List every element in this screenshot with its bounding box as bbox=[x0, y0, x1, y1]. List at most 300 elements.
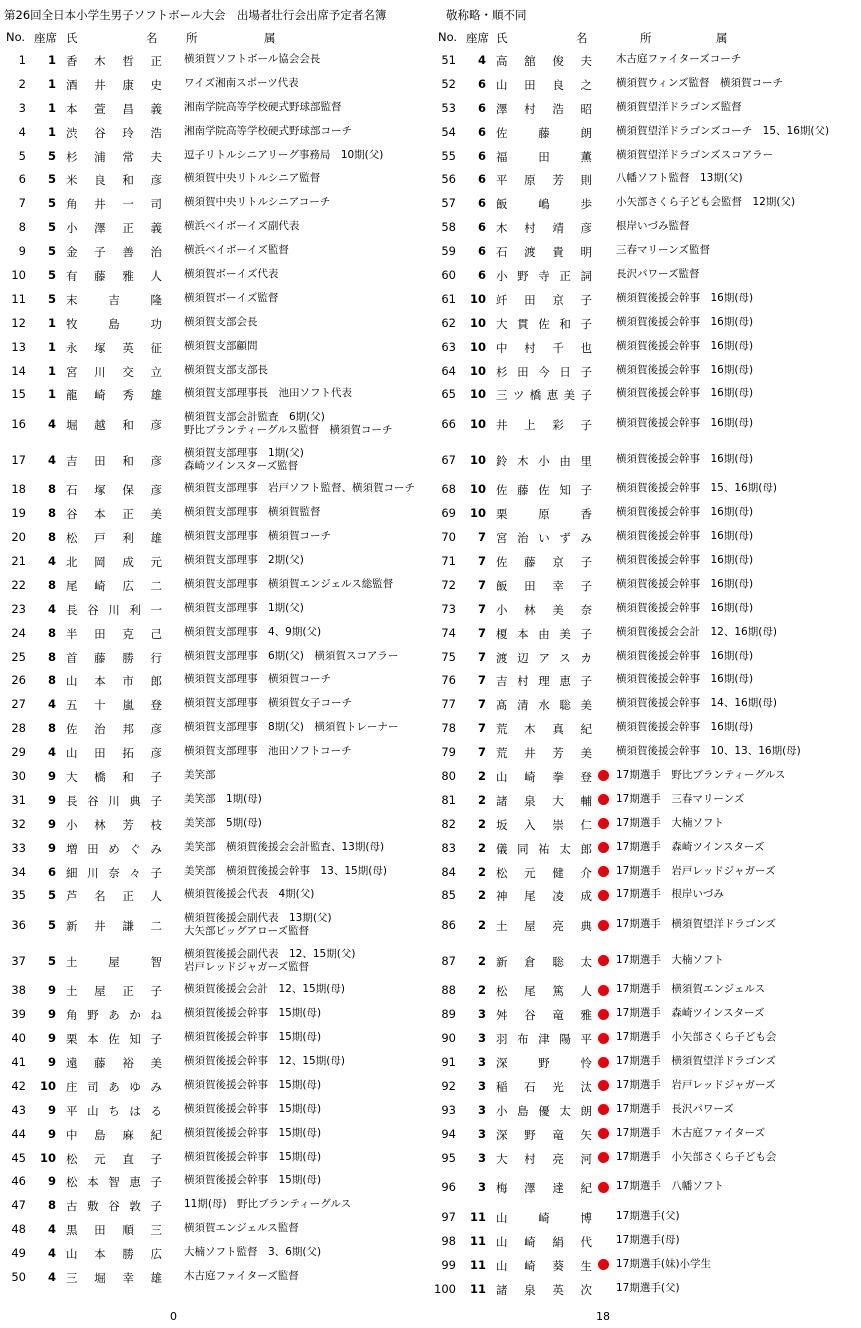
person-name: 栗本佐知子 bbox=[66, 1032, 162, 1047]
seat-number: 7 bbox=[477, 601, 486, 616]
affiliation: 横須賀後援会幹事 15期(母) bbox=[184, 1174, 322, 1187]
seat-number: 2 bbox=[477, 888, 486, 903]
affiliation: 横須賀望洋ドラゴンズ監督 bbox=[616, 100, 742, 113]
seat-number: 6 bbox=[477, 172, 486, 187]
red-dot-icon bbox=[598, 1182, 609, 1193]
row-number: 13 bbox=[11, 339, 26, 354]
row-number: 47 bbox=[11, 1198, 26, 1213]
seat-number: 10 bbox=[469, 363, 486, 378]
affiliation: 横須賀支部顧問 bbox=[184, 339, 258, 352]
seat-number: 5 bbox=[47, 220, 56, 235]
row-number: 43 bbox=[11, 1102, 26, 1117]
row-number: 79 bbox=[441, 745, 456, 760]
row-number: 75 bbox=[441, 649, 456, 664]
affiliation: 横須賀支部理事長 池田ソフト代表 bbox=[184, 387, 352, 400]
person-name: 平山ちはる bbox=[66, 1103, 162, 1118]
person-name: 髙清水聡美 bbox=[496, 698, 592, 713]
seat-number: 8 bbox=[47, 649, 56, 664]
affiliation: 17期選手 大楠ソフト bbox=[616, 816, 724, 829]
seat-number: 3 bbox=[477, 1150, 486, 1165]
row-number: 18 bbox=[11, 482, 26, 497]
seat-number: 10 bbox=[469, 506, 486, 521]
affiliation: 17期選手 岩戸レッドジャガーズ bbox=[616, 864, 776, 877]
affiliation: 横須賀エンジェルス監督 bbox=[184, 1222, 299, 1235]
seat-number: 10 bbox=[469, 417, 486, 432]
header-name-surname: 氏 bbox=[496, 31, 508, 45]
affiliation: 横須賀後援会幹事 16期(母) bbox=[616, 721, 754, 734]
person-name: 石渡貴明 bbox=[496, 245, 592, 260]
roster-column-right bbox=[430, 26, 860, 1301]
table-row bbox=[0, 978, 430, 1002]
table-row bbox=[0, 144, 430, 168]
seat-number: 2 bbox=[477, 840, 486, 855]
row-number: 72 bbox=[441, 577, 456, 592]
affiliation: 横須賀後援会幹事 15期(母) bbox=[184, 1102, 322, 1115]
affiliation: 横須賀ソフトボール協会会長 bbox=[184, 52, 321, 65]
row-number: 39 bbox=[11, 1007, 26, 1022]
table-row bbox=[0, 406, 430, 442]
affiliation: 横須賀支部理事 6期(父) 横須賀スコアラー bbox=[184, 649, 399, 662]
row-number: 88 bbox=[441, 983, 456, 998]
table-row bbox=[430, 764, 860, 788]
row-number: 41 bbox=[11, 1055, 26, 1069]
seat-number: 5 bbox=[47, 148, 56, 163]
affiliation: 11期(母) 野比ブランティーグルス bbox=[184, 1198, 352, 1211]
person-name: 遠藤裕美 bbox=[66, 1056, 162, 1070]
affiliation: 横須賀後援会幹事 16期(母) bbox=[616, 577, 754, 590]
affiliation: 美笑部 横須賀後援会会計監査、13期(母) bbox=[184, 840, 385, 853]
row-number: 63 bbox=[441, 339, 456, 354]
row-number: 76 bbox=[441, 673, 456, 688]
table-row bbox=[430, 836, 860, 860]
header-no: No. bbox=[438, 30, 458, 44]
seat-number: 10 bbox=[469, 291, 486, 306]
seat-number: 4 bbox=[47, 745, 56, 760]
affiliation: 横須賀後援会幹事 16期(母) bbox=[616, 506, 754, 519]
table-row bbox=[0, 573, 430, 597]
red-dot-icon bbox=[598, 985, 609, 996]
seat-number: 5 bbox=[47, 291, 56, 306]
seat-number: 4 bbox=[47, 417, 56, 432]
person-name: 坂入崇仁 bbox=[496, 817, 592, 832]
table-row bbox=[430, 740, 860, 764]
row-number: 67 bbox=[441, 452, 456, 467]
table-row bbox=[430, 621, 860, 645]
seat-number: 5 bbox=[47, 172, 56, 187]
person-name: 米良和彦 bbox=[66, 173, 162, 188]
affiliation: 17期選手 森崎ツインスターズ bbox=[616, 1007, 765, 1020]
row-number: 31 bbox=[11, 792, 26, 807]
row-number: 28 bbox=[11, 721, 26, 736]
affiliation: 横須賀後援会幹事 16期(母) bbox=[616, 387, 754, 400]
table-row bbox=[430, 1170, 860, 1206]
table-row bbox=[430, 442, 860, 478]
document-title: 第26回全日本小学生男子ソフトボール大会 出場者壮行会出席予定者名簿 bbox=[4, 8, 387, 22]
seat-number: 9 bbox=[47, 816, 56, 831]
person-name: 大貫佐和子 bbox=[496, 316, 592, 331]
person-name: 小島優太朗 bbox=[496, 1103, 592, 1118]
affiliation: 横須賀後援会会計 12、16期(母) bbox=[616, 625, 777, 638]
person-name: 小林芳枝 bbox=[66, 817, 162, 832]
affiliation: 17期選手 横須賀望洋ドラゴンズ bbox=[616, 1055, 777, 1067]
seat-number: 10 bbox=[39, 1078, 56, 1093]
red-dot-icon bbox=[598, 866, 609, 877]
affiliation: 横須賀支部理事 1期(父) bbox=[184, 601, 304, 614]
affiliation: 横須賀支部会計監査 6期(父) 野比ブランティーグルス監督 横須賀コーチ bbox=[184, 411, 393, 437]
table-row bbox=[430, 382, 860, 406]
affiliation: 横須賀支部理事 横須賀コーチ bbox=[184, 530, 331, 543]
table-row bbox=[0, 442, 430, 478]
person-name: 小林美奈 bbox=[496, 602, 592, 617]
table-row bbox=[0, 884, 430, 908]
document-note: 敬称略・順不同 bbox=[446, 8, 527, 22]
table-row bbox=[430, 692, 860, 716]
affiliation: 横須賀ボーイズ代表 bbox=[184, 267, 279, 280]
person-name: 堀越和彦 bbox=[66, 418, 162, 433]
seat-number: 11 bbox=[469, 1209, 486, 1224]
seat-number: 3 bbox=[477, 1180, 486, 1195]
seat-number: 2 bbox=[477, 816, 486, 831]
table-row bbox=[430, 1002, 860, 1026]
person-name: 大村亮河 bbox=[496, 1151, 592, 1166]
affiliation: 横須賀後援会幹事 16期(母) bbox=[616, 553, 754, 566]
affiliation: 横須賀支部理事 8期(父) 横須賀トレーナー bbox=[184, 721, 399, 734]
table-row bbox=[0, 907, 430, 943]
row-number: 90 bbox=[441, 1031, 456, 1046]
row-number: 100 bbox=[434, 1281, 456, 1296]
person-name: 松元直子 bbox=[66, 1151, 162, 1166]
person-name: 五十嵐登 bbox=[66, 698, 162, 713]
table-row bbox=[0, 167, 430, 191]
person-name: 舛谷竜雅 bbox=[496, 1008, 592, 1023]
affiliation: 横須賀後援会幹事 16期(母) bbox=[616, 339, 754, 352]
table-row bbox=[0, 382, 430, 406]
person-name: 長谷川利一 bbox=[66, 602, 162, 617]
table-row bbox=[0, 645, 430, 669]
seat-number: 6 bbox=[477, 148, 486, 163]
person-name: 山崎拳登 bbox=[496, 769, 592, 784]
person-name: 深野怜 bbox=[496, 1056, 592, 1070]
affiliation: 横須賀後援会幹事 16期(母) bbox=[616, 291, 754, 304]
red-dot-icon bbox=[598, 1080, 609, 1091]
header-seat: 座席 bbox=[466, 31, 489, 45]
person-name: 土屋智 bbox=[66, 954, 162, 969]
table-row bbox=[430, 96, 860, 120]
column-header bbox=[430, 26, 860, 48]
table-row bbox=[430, 907, 860, 943]
row-number: 34 bbox=[11, 864, 26, 879]
person-name: 佐藤朗 bbox=[496, 125, 592, 140]
table-row bbox=[0, 1026, 430, 1050]
affiliation: 17期選手 根岸いづみ bbox=[616, 888, 724, 901]
affiliation: 横須賀支部理事 横須賀女子コーチ bbox=[184, 697, 352, 710]
affiliation: 小矢部さくら子ども会監督 12期(父) bbox=[616, 196, 796, 209]
row-number: 2 bbox=[18, 76, 26, 91]
person-name: 小澤正義 bbox=[66, 221, 162, 236]
red-dot-icon bbox=[598, 770, 609, 781]
person-name: 本萱昌義 bbox=[66, 101, 162, 116]
affiliation: 横須賀支部支部長 bbox=[184, 363, 268, 376]
row-number: 85 bbox=[441, 888, 456, 903]
table-row bbox=[0, 1146, 430, 1170]
seat-number: 1 bbox=[47, 363, 56, 378]
affiliation: 横須賀後援会副代表 13期(父) 大矢部ビッグアローズ監督 bbox=[184, 912, 332, 938]
person-name: 澤村浩昭 bbox=[496, 101, 592, 116]
affiliation: 17期選手(父) bbox=[616, 1209, 680, 1222]
row-number: 48 bbox=[11, 1222, 26, 1237]
seat-number: 9 bbox=[47, 792, 56, 807]
row-number: 99 bbox=[441, 1257, 456, 1272]
row-number: 1 bbox=[18, 52, 26, 67]
footer-left: 0 bbox=[170, 1310, 177, 1323]
row-number: 22 bbox=[11, 577, 26, 592]
affiliation: 横須賀支部理事 岩戸ソフト監督、横須賀コーチ bbox=[184, 482, 415, 495]
red-dot-icon bbox=[598, 1128, 609, 1139]
person-name: 杉田今日子 bbox=[496, 364, 592, 379]
row-number: 77 bbox=[441, 697, 456, 712]
person-name: 竏田京子 bbox=[496, 292, 592, 307]
footer-right: 18 bbox=[596, 1310, 610, 1323]
table-row bbox=[430, 1229, 860, 1253]
affiliation: 横須賀後援会幹事 15期(母) bbox=[184, 1031, 322, 1044]
table-row bbox=[430, 860, 860, 884]
affiliation: 17期選手 八幡ソフト bbox=[616, 1180, 724, 1193]
seat-number: 5 bbox=[47, 888, 56, 903]
red-dot-icon bbox=[598, 1259, 609, 1270]
seat-number: 9 bbox=[47, 768, 56, 783]
seat-number: 3 bbox=[477, 1102, 486, 1117]
person-name: 諸泉英次 bbox=[496, 1282, 592, 1297]
seat-number: 9 bbox=[47, 1055, 56, 1069]
affiliation: 湘南学院高等学校硬式野球部監督 bbox=[184, 100, 342, 113]
person-name: 宮治いずみ bbox=[496, 531, 592, 546]
affiliation: 17期選手(妹)小学生 bbox=[616, 1257, 712, 1270]
row-number: 33 bbox=[11, 840, 26, 855]
affiliation: 横須賀後援会幹事 16期(母) bbox=[616, 417, 754, 430]
seat-number: 10 bbox=[469, 452, 486, 467]
person-name: 新井謙二 bbox=[66, 919, 162, 934]
row-number: 61 bbox=[441, 291, 456, 306]
red-dot-icon bbox=[598, 955, 609, 966]
table-row bbox=[430, 1074, 860, 1098]
table-row bbox=[0, 597, 430, 621]
person-name: 松尾篤人 bbox=[496, 984, 592, 999]
person-name: 福田薫 bbox=[496, 149, 592, 164]
affiliation: 横須賀支部理事 横須賀コーチ bbox=[184, 673, 331, 686]
affiliation: 湘南学院高等学校硬式野球部コーチ bbox=[184, 124, 352, 137]
table-row bbox=[430, 48, 860, 72]
seat-number: 7 bbox=[477, 697, 486, 712]
table-row bbox=[0, 96, 430, 120]
seat-number: 1 bbox=[47, 124, 56, 139]
person-name: 長谷川典子 bbox=[66, 793, 162, 808]
person-name: 山本勝広 bbox=[66, 1247, 162, 1262]
row-number: 83 bbox=[441, 840, 456, 855]
seat-number: 6 bbox=[477, 244, 486, 259]
person-name: 佐藤佐知子 bbox=[496, 483, 592, 498]
person-name: 香木哲正 bbox=[66, 53, 162, 68]
seat-number: 5 bbox=[47, 953, 56, 968]
affiliation: 木古庭ファイターズコーチ bbox=[616, 52, 742, 65]
affiliation: 横須賀後援会副代表 12、15期(父) 岩戸レッドジャガーズ監督 bbox=[184, 947, 356, 973]
red-dot-icon bbox=[598, 1009, 609, 1020]
row-number: 64 bbox=[441, 363, 456, 378]
table-row bbox=[430, 1026, 860, 1050]
header-affiliation-b: 属 bbox=[716, 31, 728, 45]
row-number: 42 bbox=[11, 1078, 26, 1093]
person-name: 谷本正美 bbox=[66, 507, 162, 522]
table-row bbox=[430, 1098, 860, 1122]
table-row bbox=[430, 120, 860, 144]
row-number: 12 bbox=[11, 315, 26, 330]
affiliation: 横須賀望洋ドラゴンズコーチ 15、16期(父) bbox=[616, 124, 830, 137]
person-name: 梅澤達紀 bbox=[496, 1181, 592, 1196]
affiliation: 横須賀支部理事 1期(父) 森崎ツインスターズ監督 bbox=[184, 446, 304, 472]
person-name: 北岡成元 bbox=[66, 554, 162, 569]
person-name: 角井一司 bbox=[66, 197, 162, 212]
row-number: 65 bbox=[441, 387, 456, 402]
person-name: 山田拓彦 bbox=[66, 746, 162, 761]
person-name: 酒井康史 bbox=[66, 77, 162, 92]
table-row bbox=[0, 1050, 430, 1074]
row-number: 98 bbox=[441, 1233, 456, 1248]
seat-number: 6 bbox=[477, 196, 486, 211]
affiliation: 横須賀支部理事 横須賀エンジェルス総監督 bbox=[184, 577, 394, 590]
red-dot-icon bbox=[598, 920, 609, 931]
row-number: 70 bbox=[441, 530, 456, 545]
seat-number: 5 bbox=[47, 244, 56, 259]
seat-number: 4 bbox=[47, 697, 56, 712]
red-dot-icon bbox=[598, 818, 609, 829]
table-row bbox=[0, 764, 430, 788]
seat-number: 4 bbox=[47, 1222, 56, 1237]
row-number: 20 bbox=[11, 530, 26, 545]
seat-number: 1 bbox=[47, 76, 56, 91]
affiliation: 横須賀後援会幹事 16期(母) bbox=[616, 649, 754, 662]
row-number: 23 bbox=[11, 601, 26, 616]
person-name: 三ツ橋恵美子 bbox=[496, 388, 592, 403]
table-row bbox=[430, 287, 860, 311]
red-dot-icon bbox=[598, 1104, 609, 1115]
seat-number: 7 bbox=[477, 577, 486, 592]
table-row bbox=[430, 812, 860, 836]
table-row bbox=[430, 239, 860, 263]
row-number: 82 bbox=[441, 816, 456, 831]
header-affiliation-a: 所 bbox=[186, 31, 198, 45]
row-number: 19 bbox=[11, 506, 26, 521]
header-seat: 座席 bbox=[34, 31, 57, 45]
table-row bbox=[0, 525, 430, 549]
affiliation: 17期選手 小矢部さくら子ども会 bbox=[616, 1150, 777, 1163]
row-number: 14 bbox=[11, 363, 26, 378]
seat-number: 10 bbox=[469, 387, 486, 402]
row-number: 4 bbox=[18, 124, 26, 139]
seat-number: 11 bbox=[469, 1281, 486, 1296]
table-row bbox=[430, 1277, 860, 1301]
row-number: 7 bbox=[18, 196, 26, 211]
header-no: No. bbox=[6, 30, 26, 44]
seat-number: 3 bbox=[477, 1031, 486, 1046]
seat-number: 1 bbox=[47, 315, 56, 330]
affiliation: 根岸いづみ監督 bbox=[616, 220, 690, 233]
affiliation: 横須賀後援会幹事 10、13、16期(母) bbox=[616, 745, 801, 758]
person-name: 荒木真紀 bbox=[496, 722, 592, 737]
table-row bbox=[0, 191, 430, 215]
person-name: 稲石光汰 bbox=[496, 1079, 592, 1094]
person-name: 中島麻紀 bbox=[66, 1127, 162, 1142]
row-number: 17 bbox=[11, 452, 26, 467]
affiliation: 横須賀後援会幹事 16期(母) bbox=[616, 601, 754, 614]
person-name: 松戸利雄 bbox=[66, 531, 162, 546]
affiliation: 横須賀ボーイズ監督 bbox=[184, 291, 279, 304]
row-number: 94 bbox=[441, 1126, 456, 1141]
seat-number: 4 bbox=[47, 1270, 56, 1285]
seat-number: 5 bbox=[47, 267, 56, 282]
affiliation: 横須賀後援会幹事 15期(母) bbox=[184, 1078, 322, 1091]
red-dot-icon bbox=[598, 890, 609, 901]
seat-number: 1 bbox=[47, 387, 56, 402]
affiliation: 横須賀後援会幹事 16期(母) bbox=[616, 673, 754, 686]
row-number: 95 bbox=[441, 1150, 456, 1165]
person-name: 末吉隆 bbox=[66, 292, 162, 307]
table-row bbox=[0, 860, 430, 884]
affiliation: 美笑部 横須賀後援会幹事 13、15期(母) bbox=[184, 864, 387, 877]
seat-number: 1 bbox=[47, 52, 56, 67]
seat-number: 8 bbox=[47, 482, 56, 497]
person-name: 松本智恵子 bbox=[66, 1175, 162, 1190]
seat-number: 2 bbox=[477, 792, 486, 807]
table-row bbox=[0, 501, 430, 525]
affiliation: 横須賀ウィンズ監督 横須賀コーチ bbox=[616, 76, 784, 89]
person-name: 松元健介 bbox=[496, 865, 592, 880]
table-row bbox=[430, 1122, 860, 1146]
table-row bbox=[0, 1098, 430, 1122]
table-row bbox=[430, 501, 860, 525]
affiliation: 三春マリーンズ監督 bbox=[616, 244, 710, 257]
affiliation: 横須賀中央リトルシニア監督 bbox=[184, 172, 321, 185]
affiliation: 横須賀後援会幹事 15、16期(母) bbox=[616, 482, 777, 495]
table-row bbox=[430, 72, 860, 96]
row-number: 9 bbox=[18, 244, 26, 259]
table-row bbox=[430, 1253, 860, 1277]
seat-number: 2 bbox=[477, 768, 486, 783]
table-row bbox=[430, 144, 860, 168]
person-name: 儀同祐太郎 bbox=[496, 841, 592, 856]
affiliation: 17期選手 横須賀望洋ドラゴンズ bbox=[616, 918, 777, 931]
row-number: 68 bbox=[441, 482, 456, 497]
row-number: 49 bbox=[11, 1246, 26, 1261]
table-row bbox=[430, 406, 860, 442]
seat-number: 1 bbox=[47, 339, 56, 354]
seat-number: 6 bbox=[477, 220, 486, 235]
table-row bbox=[0, 836, 430, 860]
affiliation: 八幡ソフト監督 13期(父) bbox=[616, 172, 743, 185]
affiliation: 横須賀後援会幹事 16期(母) bbox=[616, 363, 754, 376]
seat-number: 7 bbox=[477, 673, 486, 688]
table-row bbox=[0, 239, 430, 263]
person-name: 土屋正子 bbox=[66, 984, 162, 999]
table-row bbox=[430, 1050, 860, 1074]
affiliation: 17期選手(母) bbox=[616, 1233, 680, 1246]
column-header bbox=[0, 26, 430, 48]
table-row bbox=[430, 167, 860, 191]
table-row bbox=[430, 645, 860, 669]
person-name: 古敷谷敦子 bbox=[66, 1199, 162, 1214]
person-name: 吉村理恵子 bbox=[496, 674, 592, 689]
affiliation: 横須賀後援会幹事 16期(母) bbox=[616, 530, 754, 543]
row-number: 24 bbox=[11, 625, 26, 640]
affiliation: 横須賀後援会会計 12、15期(母) bbox=[184, 983, 345, 996]
